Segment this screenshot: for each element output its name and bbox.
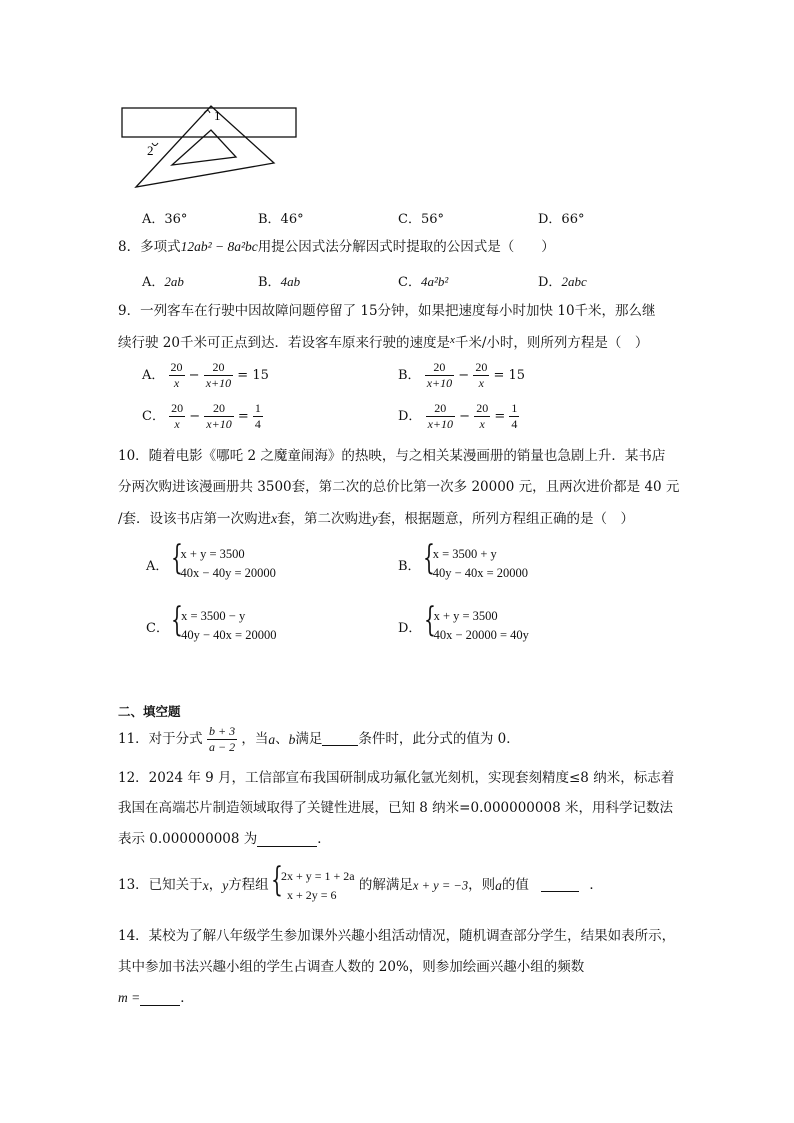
q13-stem: 13．已知关于x，y方程组 { 2x + y = 1 + 2a x + 2y = 6 的解满足x + y = −3，则a的值 ．: [118, 867, 603, 904]
q12-line-2: 我国在高端芯片制造领域取得了关键性进展，已知 8 纳米=0.000000008 米，用科学记数法: [118, 800, 673, 816]
q9-line-2: 续行驶 20千米可正点到达．若设客车原来行驶的速度是$^x$千米/小时，则所列方程是（ ）: [118, 334, 649, 351]
q7-option-c[interactable]: C．56°: [398, 212, 444, 227]
q9-option-b[interactable]: B． $\frac{20}{x+10}$ − $\frac{20}{x}$ = 15: [398, 360, 526, 390]
q13-answer-blank[interactable]: [541, 879, 579, 892]
q8-option-a[interactable]: A．2ab: [142, 274, 184, 290]
q11-answer-blank[interactable]: [322, 733, 358, 746]
q11-stem: 11．对于分式 $\frac{b + 3}{a - 2}$ ，当a、b满足 条件时，此分式的值为 0．: [118, 724, 520, 754]
inner-triangle: [172, 130, 236, 165]
q14-line-1: 14．某校为了解八年级学生参加课外兴趣小组活动情况，随机调查部分学生，结果如表所示，: [118, 928, 676, 944]
q10-line-3: /套．设该书店第一次购进x套，第二次购进y套，根据题意，所列方程组正确的是（ ）: [118, 511, 635, 527]
outer-triangle: [136, 106, 274, 187]
angle-2-label: 2: [147, 143, 154, 158]
q7-option-b[interactable]: B．46°: [258, 212, 304, 227]
q14-answer-blank[interactable]: [140, 993, 180, 1006]
q7-option-d[interactable]: D．66°: [538, 212, 585, 227]
q10-option-b[interactable]: B． { x = 3500 + y 40y − 40x = 20000: [398, 545, 528, 584]
q9-line-1: 9．一列客车在行驶中因故障问题停留了 15分钟，如果把速度每小时加快 10千米，那么继: [118, 303, 656, 319]
q8-stem: 8．多项式12ab² − 8a²bc用提公因式法分解因式时提取的公因式是（ ）: [118, 239, 555, 255]
q9-option-c[interactable]: C． $\frac{20}{x}$ − $\frac{20}{x+10}$ = $\frac{1}{4}$: [142, 401, 261, 431]
q9-option-d[interactable]: D． $\frac{20}{x+10}$ − $\frac{20}{x}$ = $\frac{1}{4}$: [398, 401, 518, 431]
q8-option-b[interactable]: B．4ab: [258, 274, 301, 290]
q7-option-a[interactable]: A．36°: [142, 212, 188, 227]
q9-option-a[interactable]: A． $\frac{20}{x}$ − $\frac{20}{x+10}$ = 15: [142, 360, 269, 390]
q12-line-1: 12．2024 年 9 月，工信部宣布我国研制成功氟化氩光刻机，实现套刻精度≤8 纳米，标志着: [118, 770, 675, 786]
q8-option-d[interactable]: D．2abc: [538, 274, 587, 290]
q12-answer-blank[interactable]: [257, 834, 317, 847]
angle-1-label: 1: [214, 108, 221, 123]
q10-line-1: 10．随着电影《哪吒 2 之魔童闹海》的热映，与之相关某漫画册的销量也急剧上升．某书店: [118, 448, 666, 464]
q10-option-d[interactable]: D． { x + y = 3500 40x − 20000 = 40y: [398, 607, 529, 646]
q10-line-2: 分两次购进该漫画册共 3500套，第二次的总价比第一次多 20000 元，且两次进价都是 40 元: [118, 479, 680, 495]
section-heading: 二、填空题: [118, 704, 181, 719]
q14-line-2: 其中参加书法兴趣小组的学生占调查人数的 20%，则参加绘画兴趣小组的频数: [118, 959, 585, 975]
q8-option-c[interactable]: C．4a²b²: [398, 274, 449, 290]
q10-option-c[interactable]: C． { x = 3500 − y 40y − 40x = 20000: [146, 607, 276, 646]
q10-option-a[interactable]: A． { x + y = 3500 40x − 40y = 20000: [146, 545, 276, 584]
q14-line-3: m = ．: [118, 990, 194, 1006]
q12-line-3: 表示 0.000000008 为 ．: [118, 831, 331, 847]
geometry-figure: [118, 100, 303, 192]
